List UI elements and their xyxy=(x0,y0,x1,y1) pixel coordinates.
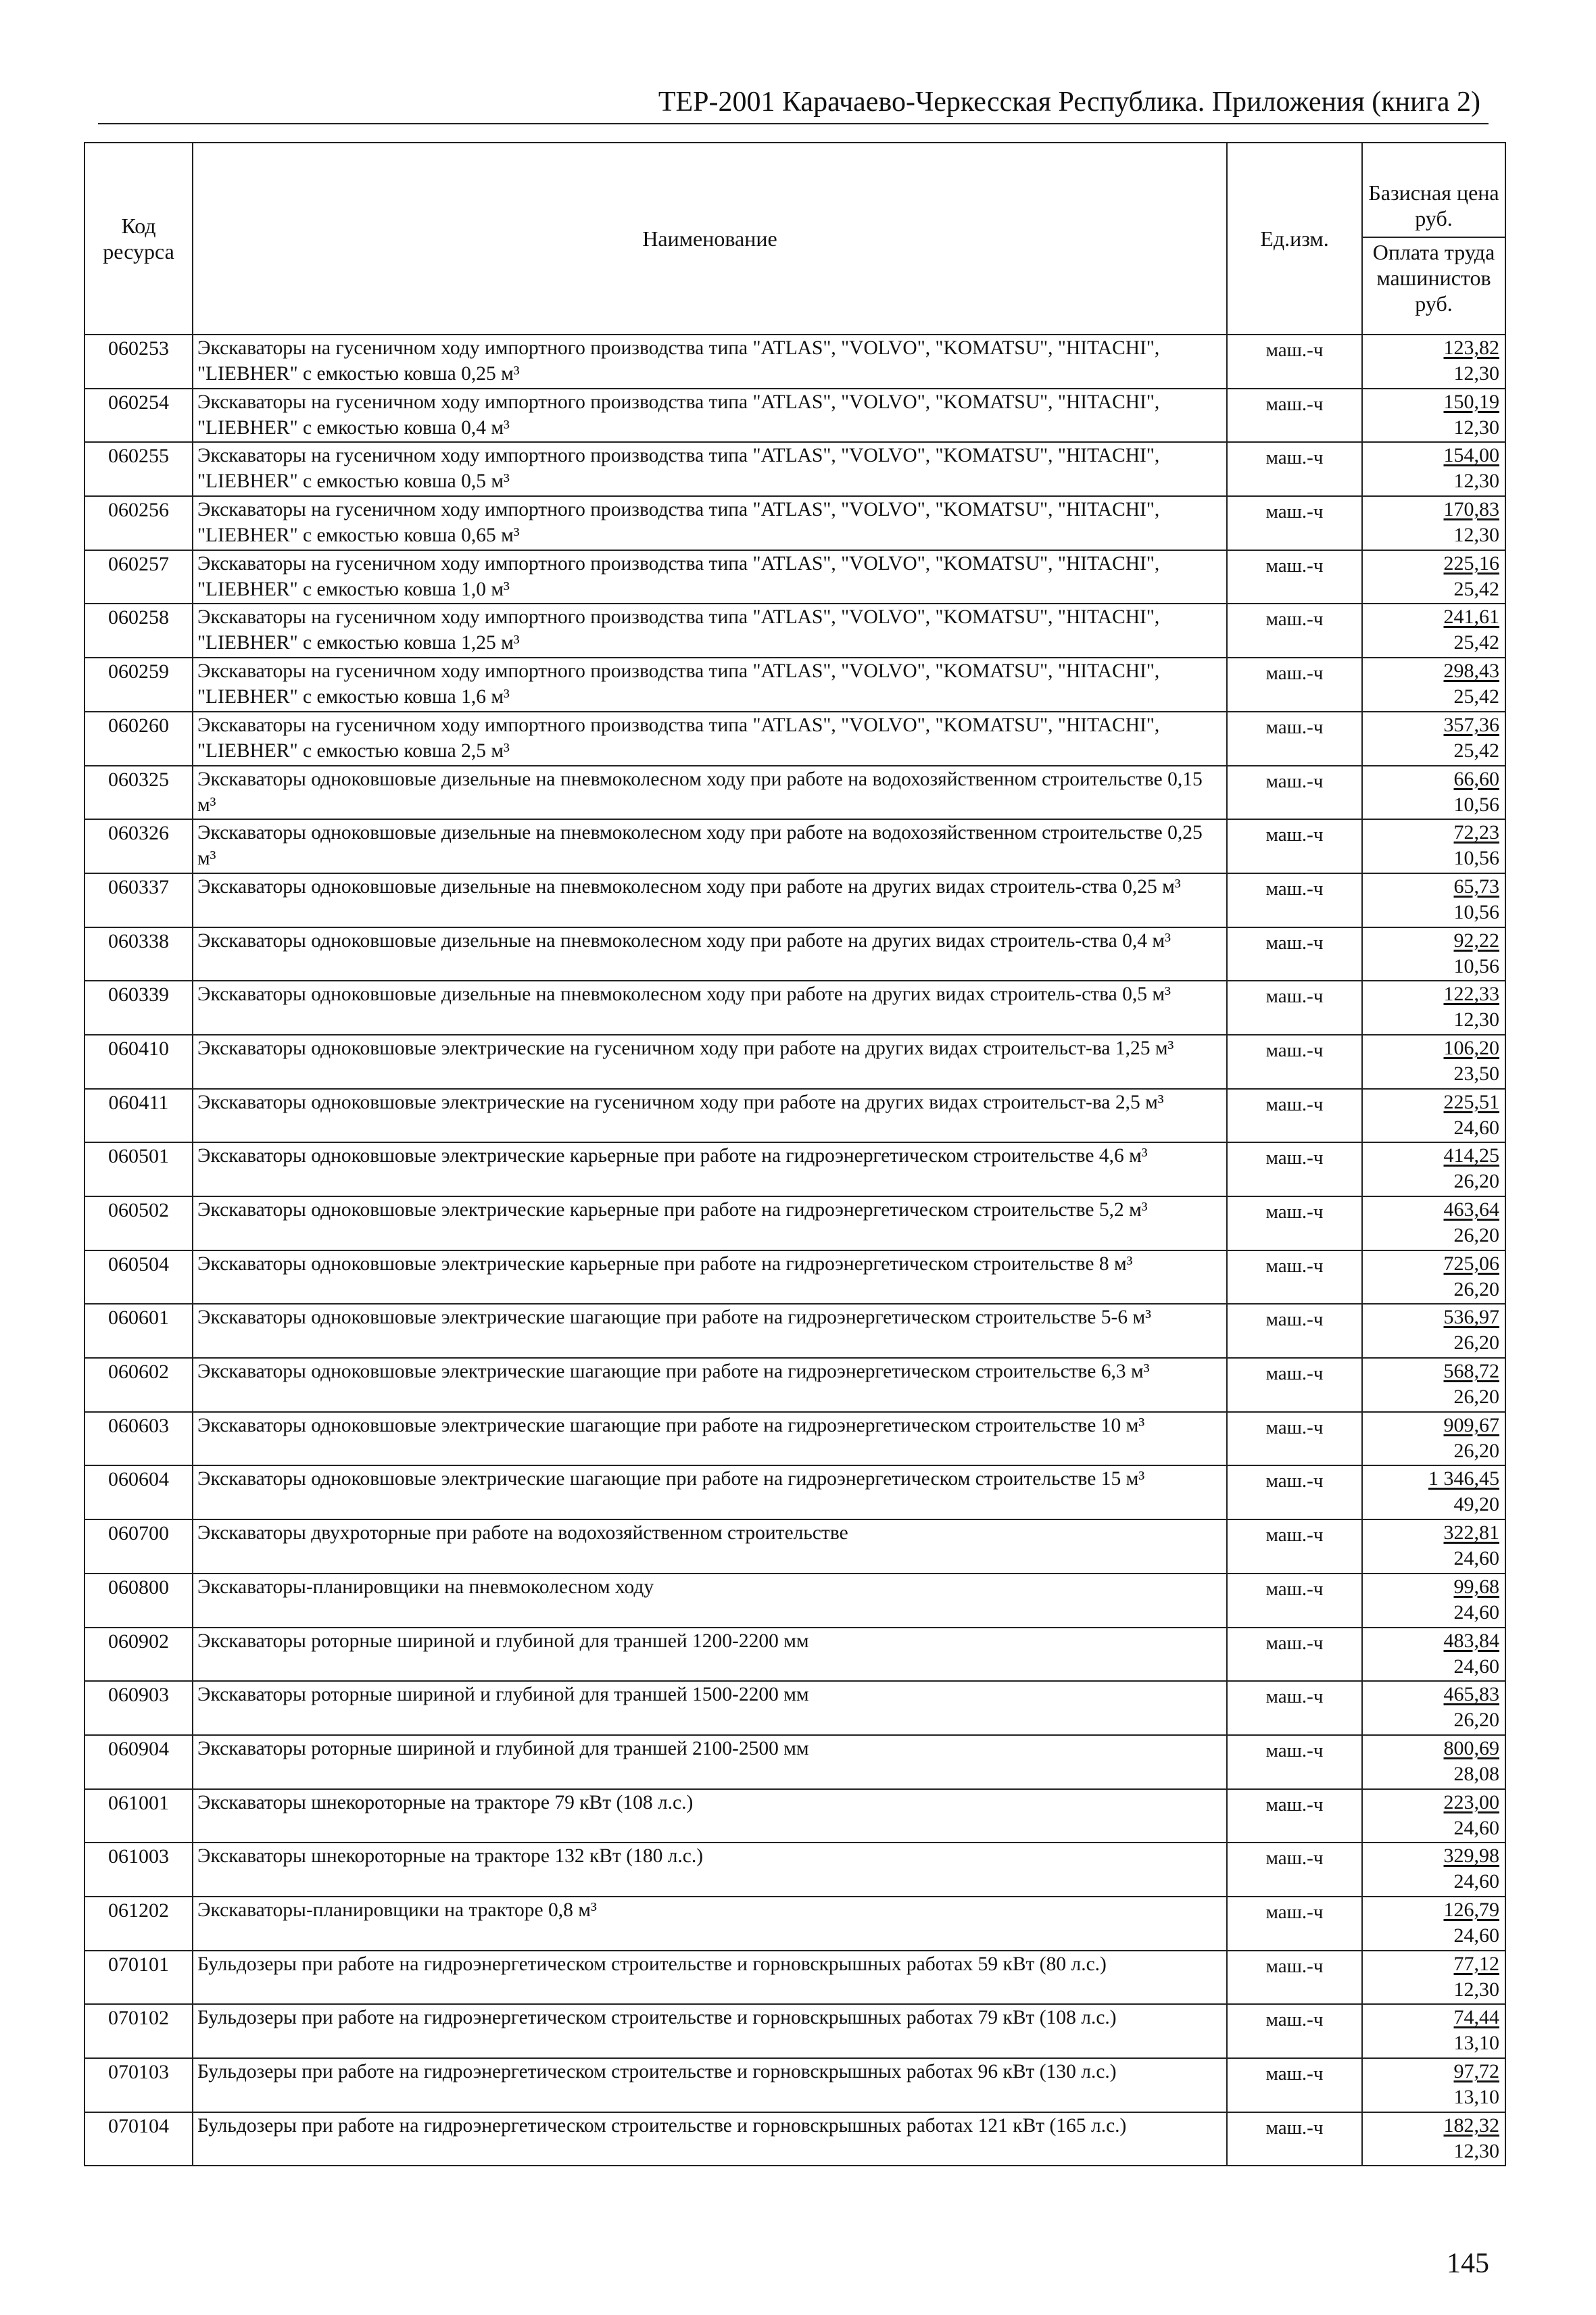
resource-code: 060800 xyxy=(84,1574,193,1628)
table-row xyxy=(84,1789,1505,1843)
resource-unit: маш.-ч xyxy=(1227,658,1362,712)
resource-price-cell xyxy=(1362,389,1505,443)
resource-price-cell xyxy=(1362,1142,1505,1196)
resource-unit: маш.-ч xyxy=(1227,2112,1362,2166)
table-row xyxy=(84,2112,1505,2166)
base-price: 106,20 xyxy=(1443,1036,1499,1059)
resource-name: Экскаваторы одноковшовые дизельные на пневмоколесном ходу при работе на водохозяйственном строительстве 0,25 м³ xyxy=(193,819,1227,873)
resource-price-cell xyxy=(1362,1358,1505,1412)
resource-name: Экскаваторы одноковшовые электрические шагающие при работе на гидроэнергетическом строительстве 5-6 м³ xyxy=(193,1304,1227,1358)
table-row xyxy=(84,1735,1505,1789)
operator-wage: 25,42 xyxy=(1453,631,1499,654)
operator-wage: 13,10 xyxy=(1453,2032,1499,2055)
base-price: 123,82 xyxy=(1443,337,1499,359)
resource-code: 060255 xyxy=(84,442,193,496)
resource-unit: маш.-ч xyxy=(1227,819,1362,873)
resource-unit: маш.-ч xyxy=(1227,1843,1362,1897)
resource-name: Экскаваторы одноковшовые электрические шагающие при работе на гидроэнергетическом строительстве 6,3 м³ xyxy=(193,1358,1227,1412)
resource-code: 060411 xyxy=(84,1089,193,1143)
base-price: 463,64 xyxy=(1443,1198,1499,1221)
resource-code: 060604 xyxy=(84,1465,193,1519)
resource-name: Экскаваторы роторные шириной и глубиной для траншей 2100-2500 мм xyxy=(193,1735,1227,1789)
resource-name: Экскаваторы одноковшовые электрические шагающие при работе на гидроэнергетическом строительстве 10 м³ xyxy=(193,1412,1227,1466)
table-row xyxy=(84,712,1505,766)
resource-name: Бульдозеры при работе на гидроэнергетическом строительстве и горновскрышных работах 96 кВт (130 л.с.) xyxy=(193,2058,1227,2112)
table-row xyxy=(84,2058,1505,2112)
resource-code: 060326 xyxy=(84,819,193,873)
resource-unit: маш.-ч xyxy=(1227,604,1362,658)
resource-code: 060325 xyxy=(84,766,193,820)
resource-name: Экскаваторы роторные шириной и глубиной для траншей 1500-2200 мм xyxy=(193,1681,1227,1735)
resource-unit: маш.-ч xyxy=(1227,1574,1362,1628)
resource-code: 060902 xyxy=(84,1628,193,1682)
resource-code: 060501 xyxy=(84,1142,193,1196)
resource-code: 070101 xyxy=(84,1951,193,2005)
table-row xyxy=(84,1574,1505,1628)
base-price: 170,83 xyxy=(1443,498,1499,521)
resource-unit: маш.-ч xyxy=(1227,712,1362,766)
resource-name: Экскаваторы на гусеничном ходу импортного производства типа "ATLAS", "VOLVO", "KOMATSU", "HITACHI", "LIEBHER" с емкостью ковша 2,5 м³ xyxy=(193,712,1227,766)
resource-unit: маш.-ч xyxy=(1227,1196,1362,1250)
resource-unit: маш.-ч xyxy=(1227,873,1362,927)
resource-price-cell xyxy=(1362,1574,1505,1628)
resource-code: 060253 xyxy=(84,335,193,389)
operator-wage: 24,60 xyxy=(1453,1655,1499,1678)
resource-unit: маш.-ч xyxy=(1227,389,1362,443)
resource-name: Бульдозеры при работе на гидроэнергетическом строительстве и горновскрышных работах 79 кВт (108 л.с.) xyxy=(193,2004,1227,2058)
resource-unit: маш.-ч xyxy=(1227,1035,1362,1089)
base-price: 122,33 xyxy=(1443,983,1499,1006)
resource-code: 061003 xyxy=(84,1843,193,1897)
base-price: 99,68 xyxy=(1453,1575,1499,1598)
table-row xyxy=(84,604,1505,658)
resource-price-cell xyxy=(1362,1681,1505,1735)
resource-name: Экскаваторы одноковшовые электрические карьерные при работе на гидроэнергетическом строительстве 4,6 м³ xyxy=(193,1142,1227,1196)
resource-name: Экскаваторы одноковшовые дизельные на пневмоколесном ходу при работе на других видах строитель-ства 0,5 м³ xyxy=(193,981,1227,1035)
operator-wage: 23,50 xyxy=(1453,1062,1499,1085)
resource-unit: маш.-ч xyxy=(1227,1250,1362,1305)
base-price: 800,69 xyxy=(1443,1736,1499,1759)
resource-unit: маш.-ч xyxy=(1227,2058,1362,2112)
table-row xyxy=(84,1035,1505,1089)
col-header-labor: Оплата труда машинистов руб. xyxy=(1372,240,1495,316)
base-price: 126,79 xyxy=(1443,1898,1499,1921)
resource-code: 060904 xyxy=(84,1735,193,1789)
resource-name: Бульдозеры при работе на гидроэнергетическом строительстве и горновскрышных работах 59 кВт (80 л.с.) xyxy=(193,1951,1227,2005)
base-price: 150,19 xyxy=(1443,390,1499,413)
resource-name: Экскаваторы на гусеничном ходу импортного производства типа "ATLAS", "VOLVO", "KOMATSU", "HITACHI", "LIEBHER" с емкостью ковша 0,65 м³ xyxy=(193,496,1227,550)
base-price: 568,72 xyxy=(1443,1360,1499,1383)
resource-price-cell xyxy=(1362,658,1505,712)
resource-name: Экскаваторы одноковшовые электрические шагающие при работе на гидроэнергетическом строительстве 15 м³ xyxy=(193,1465,1227,1519)
table-row xyxy=(84,1304,1505,1358)
resource-price-cell xyxy=(1362,1035,1505,1089)
table-row xyxy=(84,766,1505,820)
operator-wage: 24,60 xyxy=(1453,1870,1499,1893)
base-price: 154,00 xyxy=(1443,444,1499,467)
base-price: 72,23 xyxy=(1453,821,1499,844)
resource-name: Экскаваторы одноковшовые дизельные на пневмоколесном ходу при работе на других видах строитель-ства 0,4 м³ xyxy=(193,927,1227,981)
table-row xyxy=(84,1358,1505,1412)
resource-name: Экскаваторы-планировщики на пневмоколесном ходу xyxy=(193,1574,1227,1628)
resource-code: 060504 xyxy=(84,1250,193,1305)
table-row xyxy=(84,1681,1505,1735)
operator-wage: 24,60 xyxy=(1453,1547,1499,1570)
resource-price-cell xyxy=(1362,766,1505,820)
resource-name: Экскаваторы одноковшовые электрические на гусеничном ходу при работе на других видах строительст-ва 2,5 м³ xyxy=(193,1089,1227,1143)
col-header-price: Базисная цена руб. xyxy=(1363,143,1505,238)
operator-wage: 24,60 xyxy=(1453,1816,1499,1839)
resource-unit: маш.-ч xyxy=(1227,1951,1362,2005)
resource-code: 060338 xyxy=(84,927,193,981)
table-row xyxy=(84,2004,1505,2058)
operator-wage: 12,30 xyxy=(1453,524,1499,547)
resource-code: 060254 xyxy=(84,389,193,443)
resource-unit: маш.-ч xyxy=(1227,981,1362,1035)
table-row xyxy=(84,389,1505,443)
resource-name: Экскаваторы на гусеничном ходу импортного производства типа "ATLAS", "VOLVO", "KOMATSU", "HITACHI", "LIEBHER" с емкостью ковша 0,5 м³ xyxy=(193,442,1227,496)
resource-price-cell xyxy=(1362,819,1505,873)
resource-name: Экскаваторы на гусеничном ходу импортного производства типа "ATLAS", "VOLVO", "KOMATSU", "HITACHI", "LIEBHER" с емкостью ковша 0,25 м³ xyxy=(193,335,1227,389)
base-price: 225,16 xyxy=(1443,552,1499,575)
base-price: 74,44 xyxy=(1453,2006,1499,2029)
base-price: 483,84 xyxy=(1443,1629,1499,1652)
table-row xyxy=(84,1196,1505,1250)
resource-unit: маш.-ч xyxy=(1227,766,1362,820)
resource-table xyxy=(84,142,1506,2166)
operator-wage: 26,20 xyxy=(1453,1277,1499,1300)
base-price: 1 346,45 xyxy=(1428,1467,1499,1490)
resource-unit: маш.-ч xyxy=(1227,1089,1362,1143)
resource-unit: маш.-ч xyxy=(1227,1519,1362,1574)
operator-wage: 10,56 xyxy=(1453,954,1499,977)
base-price: 465,83 xyxy=(1443,1683,1499,1706)
resource-code: 060337 xyxy=(84,873,193,927)
base-price: 329,98 xyxy=(1443,1845,1499,1868)
operator-wage: 12,30 xyxy=(1453,2139,1499,2162)
table-row xyxy=(84,927,1505,981)
resource-code: 060601 xyxy=(84,1304,193,1358)
resource-price-cell xyxy=(1362,2058,1505,2112)
resource-unit: маш.-ч xyxy=(1227,927,1362,981)
operator-wage: 26,20 xyxy=(1453,1709,1499,1732)
resource-code: 060903 xyxy=(84,1681,193,1735)
table-row xyxy=(84,1519,1505,1574)
resource-unit: маш.-ч xyxy=(1227,335,1362,389)
resource-price-cell xyxy=(1362,550,1505,604)
resource-price-cell xyxy=(1362,927,1505,981)
base-price: 92,22 xyxy=(1453,929,1499,952)
resource-price-cell xyxy=(1362,1412,1505,1466)
table-row xyxy=(84,496,1505,550)
table-row xyxy=(84,873,1505,927)
resource-unit: маш.-ч xyxy=(1227,1358,1362,1412)
operator-wage: 28,08 xyxy=(1453,1762,1499,1785)
table-header-row xyxy=(84,143,1505,335)
resource-name: Экскаваторы одноковшовые электрические карьерные при работе на гидроэнергетическом строительстве 8 м³ xyxy=(193,1250,1227,1305)
operator-wage: 25,42 xyxy=(1453,739,1499,762)
table-row xyxy=(84,1142,1505,1196)
base-price: 66,60 xyxy=(1453,767,1499,790)
col-header-code: Код ресурса xyxy=(84,143,193,335)
operator-wage: 26,20 xyxy=(1453,1170,1499,1193)
resource-price-cell xyxy=(1362,1789,1505,1843)
resource-unit: маш.-ч xyxy=(1227,2004,1362,2058)
base-price: 225,51 xyxy=(1443,1090,1499,1113)
resource-code: 060602 xyxy=(84,1358,193,1412)
col-header-name: Наименование xyxy=(193,143,1227,335)
operator-wage: 24,60 xyxy=(1453,1116,1499,1139)
resource-unit: маш.-ч xyxy=(1227,496,1362,550)
page-number: 145 xyxy=(1447,2248,1489,2279)
operator-wage: 13,10 xyxy=(1453,2086,1499,2108)
resource-unit: маш.-ч xyxy=(1227,442,1362,496)
resource-unit: маш.-ч xyxy=(1227,1304,1362,1358)
resource-name: Экскаваторы на гусеничном ходу импортного производства типа "ATLAS", "VOLVO", "KOMATSU", "HITACHI", "LIEBHER" с емкостью ковша 1,0 м³ xyxy=(193,550,1227,604)
base-price: 65,73 xyxy=(1453,875,1499,898)
operator-wage: 25,42 xyxy=(1453,685,1499,708)
page-header xyxy=(98,81,1489,124)
table-row xyxy=(84,1250,1505,1305)
table-row xyxy=(84,335,1505,389)
resource-name: Экскаваторы двухроторные при работе на водохозяйственном строительстве xyxy=(193,1519,1227,1574)
table-row xyxy=(84,1951,1505,2005)
operator-wage: 12,30 xyxy=(1453,1008,1499,1031)
operator-wage: 49,20 xyxy=(1453,1493,1499,1516)
resource-price-cell xyxy=(1362,1951,1505,2005)
resource-unit: маш.-ч xyxy=(1227,1465,1362,1519)
base-price: 536,97 xyxy=(1443,1306,1499,1329)
operator-wage: 10,56 xyxy=(1453,793,1499,816)
operator-wage: 26,20 xyxy=(1453,1332,1499,1355)
base-price: 909,67 xyxy=(1443,1413,1499,1436)
resource-name: Экскаваторы одноковшовые дизельные на пневмоколесном ходу при работе на водохозяйственном строительстве 0,15 м³ xyxy=(193,766,1227,820)
resource-code: 070104 xyxy=(84,2112,193,2166)
resource-price-cell xyxy=(1362,1304,1505,1358)
base-price: 357,36 xyxy=(1443,713,1499,736)
resource-name: Экскаваторы одноковшовые электрические на гусеничном ходу при работе на других видах строительст-ва 1,25 м³ xyxy=(193,1035,1227,1089)
resource-name: Экскаваторы одноковшовые дизельные на пневмоколесном ходу при работе на других видах строитель-ства 0,25 м³ xyxy=(193,873,1227,927)
operator-wage: 26,20 xyxy=(1453,1386,1499,1409)
resource-name: Экскаваторы одноковшовые электрические карьерные при работе на гидроэнергетическом строительстве 5,2 м³ xyxy=(193,1196,1227,1250)
resource-name: Экскаваторы-планировщики на тракторе 0,8 м³ xyxy=(193,1897,1227,1951)
resource-name: Экскаваторы шнекороторные на тракторе 79 кВт (108 л.с.) xyxy=(193,1789,1227,1843)
base-price: 298,43 xyxy=(1443,660,1499,683)
resource-code: 060700 xyxy=(84,1519,193,1574)
resource-price-cell xyxy=(1362,1735,1505,1789)
resource-price-cell xyxy=(1362,981,1505,1035)
base-price: 182,32 xyxy=(1443,2114,1499,2137)
resource-unit: маш.-ч xyxy=(1227,550,1362,604)
resource-price-cell xyxy=(1362,442,1505,496)
resource-name: Экскаваторы шнекороторные на тракторе 132 кВт (180 л.с.) xyxy=(193,1843,1227,1897)
base-price: 223,00 xyxy=(1443,1790,1499,1813)
table-row xyxy=(84,550,1505,604)
base-price: 322,81 xyxy=(1443,1521,1499,1544)
resource-code: 060259 xyxy=(84,658,193,712)
resource-price-cell xyxy=(1362,1519,1505,1574)
resource-price-cell xyxy=(1362,712,1505,766)
resource-name: Экскаваторы на гусеничном ходу импортного производства типа "ATLAS", "VOLVO", "KOMATSU", "HITACHI", "LIEBHER" с емкостью ковша 0,4 м³ xyxy=(193,389,1227,443)
table-row xyxy=(84,1628,1505,1682)
resource-name: Бульдозеры при работе на гидроэнергетическом строительстве и горновскрышных работах 121 кВт (165 л.с.) xyxy=(193,2112,1227,2166)
resource-unit: маш.-ч xyxy=(1227,1681,1362,1735)
table-row xyxy=(84,442,1505,496)
resource-price-cell xyxy=(1362,1089,1505,1143)
table-body xyxy=(84,335,1505,2166)
resource-code: 070102 xyxy=(84,2004,193,2058)
resource-price-cell xyxy=(1362,1897,1505,1951)
table-row xyxy=(84,819,1505,873)
operator-wage: 12,30 xyxy=(1453,362,1499,385)
resource-unit: маш.-ч xyxy=(1227,1789,1362,1843)
operator-wage: 24,60 xyxy=(1453,1924,1499,1947)
resource-code: 060603 xyxy=(84,1412,193,1466)
resource-price-cell xyxy=(1362,2112,1505,2166)
resource-name: Экскаваторы на гусеничном ходу импортного производства типа "ATLAS", "VOLVO", "KOMATSU", "HITACHI", "LIEBHER" с емкостью ковша 1,6 м³ xyxy=(193,658,1227,712)
resource-code: 061202 xyxy=(84,1897,193,1951)
resource-price-cell xyxy=(1362,496,1505,550)
resource-code: 060258 xyxy=(84,604,193,658)
table-row xyxy=(84,981,1505,1035)
operator-wage: 25,42 xyxy=(1453,577,1499,600)
col-header-unit: Ед.изм. xyxy=(1227,143,1362,335)
operator-wage: 26,20 xyxy=(1453,1224,1499,1246)
operator-wage: 24,60 xyxy=(1453,1601,1499,1624)
resource-price-cell xyxy=(1362,335,1505,389)
resource-code: 060257 xyxy=(84,550,193,604)
resource-unit: маш.-ч xyxy=(1227,1628,1362,1682)
resource-unit: маш.-ч xyxy=(1227,1142,1362,1196)
resource-code: 060410 xyxy=(84,1035,193,1089)
resource-price-cell xyxy=(1362,1465,1505,1519)
resource-price-cell xyxy=(1362,1196,1505,1250)
resource-code: 060339 xyxy=(84,981,193,1035)
resource-price-cell xyxy=(1362,1628,1505,1682)
resource-code: 060260 xyxy=(84,712,193,766)
resource-code: 070103 xyxy=(84,2058,193,2112)
col-header-price-group xyxy=(1362,143,1505,335)
resource-price-cell xyxy=(1362,2004,1505,2058)
operator-wage: 12,30 xyxy=(1453,416,1499,439)
resource-price-cell xyxy=(1362,1250,1505,1305)
resource-price-cell xyxy=(1362,873,1505,927)
base-price: 77,12 xyxy=(1453,1952,1499,1975)
resource-unit: маш.-ч xyxy=(1227,1897,1362,1951)
base-price: 414,25 xyxy=(1443,1144,1499,1167)
resource-name: Экскаваторы на гусеничном ходу импортного производства типа "ATLAS", "VOLVO", "KOMATSU", "HITACHI", "LIEBHER" с емкостью ковша 1,25 м³ xyxy=(193,604,1227,658)
operator-wage: 10,56 xyxy=(1453,847,1499,870)
operator-wage: 10,56 xyxy=(1453,900,1499,923)
table-row xyxy=(84,658,1505,712)
resource-price-cell xyxy=(1362,1843,1505,1897)
operator-wage: 26,20 xyxy=(1453,1439,1499,1462)
base-price: 97,72 xyxy=(1453,2060,1499,2082)
resource-code: 060256 xyxy=(84,496,193,550)
base-price: 241,61 xyxy=(1443,606,1499,629)
resource-price-cell xyxy=(1362,604,1505,658)
table-row xyxy=(84,1465,1505,1519)
table-row xyxy=(84,1412,1505,1466)
resource-unit: маш.-ч xyxy=(1227,1735,1362,1789)
resource-code: 060502 xyxy=(84,1196,193,1250)
resource-name: Экскаваторы роторные шириной и глубиной для траншей 1200-2200 мм xyxy=(193,1628,1227,1682)
resource-unit: маш.-ч xyxy=(1227,1412,1362,1466)
base-price: 725,06 xyxy=(1443,1252,1499,1275)
header-title: ТЕР-2001 Карачаево-Черкесская Республика. Приложения (книга 2) xyxy=(658,87,1480,118)
table-row xyxy=(84,1843,1505,1897)
operator-wage: 12,30 xyxy=(1453,470,1499,493)
resource-code: 061001 xyxy=(84,1789,193,1843)
table-row xyxy=(84,1089,1505,1143)
operator-wage: 12,30 xyxy=(1453,1978,1499,2001)
table-row xyxy=(84,1897,1505,1951)
